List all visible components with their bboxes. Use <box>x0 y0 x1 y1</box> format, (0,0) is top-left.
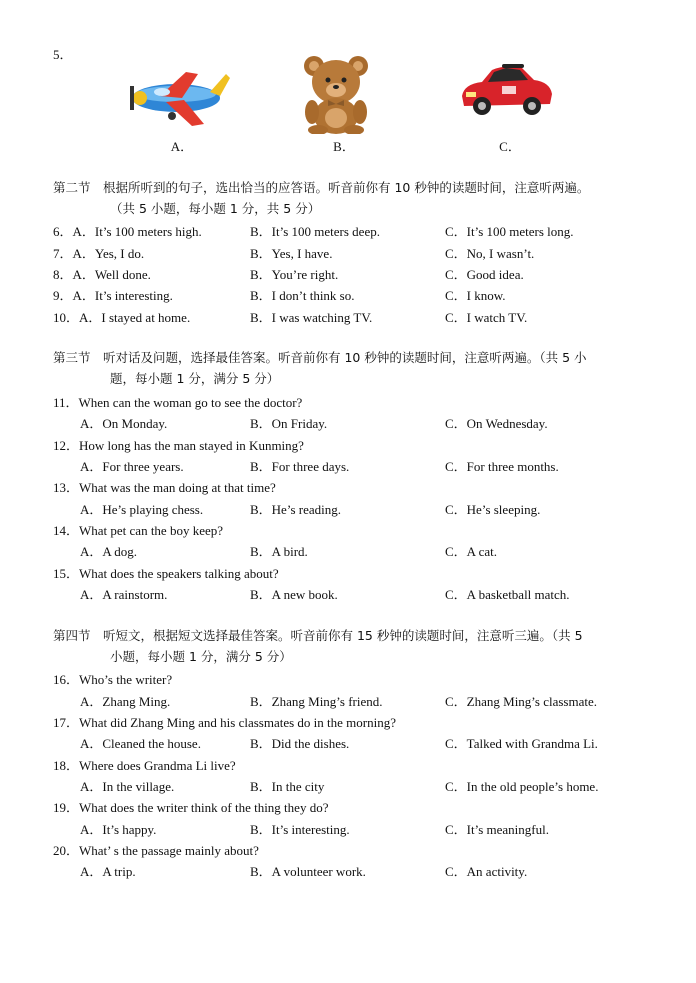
option-b[interactable]: B．Did the dishes. <box>250 736 350 751</box>
option-b[interactable]: B．It’s 100 meters deep. <box>250 224 380 239</box>
option-b-label: B． <box>333 139 355 154</box>
section-3-heading <box>53 347 653 389</box>
section-2-heading <box>53 177 653 219</box>
question-text: 18．Where does Grandma Li live? <box>53 758 236 773</box>
option-c[interactable]: C．Good idea. <box>445 267 524 282</box>
teddy-bear-icon <box>298 54 374 134</box>
option-b[interactable]: B．He’s reading. <box>250 502 341 517</box>
option-a-label: A． <box>170 139 194 154</box>
question-text: 13．What was the man doing at that time? <box>53 480 276 495</box>
section-4-title-line2: 小题，每小题 1 分，满分 5 分） <box>110 649 292 664</box>
option-a[interactable]: 9．A．It’s interesting. <box>53 288 173 303</box>
option-a[interactable]: A．A rainstorm. <box>80 587 168 602</box>
option-c[interactable]: C．A basketball match. <box>445 587 570 602</box>
section-3-title-line2: 题，每小题 1 分，满分 5 分） <box>110 371 280 386</box>
airplane-toy-icon <box>126 66 230 130</box>
option-c[interactable]: C．It’s meaningful. <box>445 822 549 837</box>
option-a[interactable]: A．A trip. <box>80 864 136 879</box>
question-row <box>53 285 673 306</box>
option-c[interactable]: C．I know. <box>445 288 506 303</box>
option-b[interactable]: B．A new book. <box>250 587 338 602</box>
option-a[interactable]: 7．A．Yes, I do. <box>53 246 145 261</box>
option-a[interactable]: A．For three years. <box>80 459 184 474</box>
option-a[interactable]: 6．A．It’s 100 meters high. <box>53 224 202 239</box>
option-c[interactable]: C．For three months. <box>445 459 559 474</box>
option-c[interactable]: C．It’s 100 meters long. <box>445 224 574 239</box>
option-a[interactable]: A．On Monday. <box>80 416 168 431</box>
option-c[interactable]: C．He’s sleeping. <box>445 502 541 517</box>
option-c[interactable]: C．On Wednesday. <box>445 416 548 431</box>
question-text: 19．What does the writer think of the thing they do? <box>53 800 329 815</box>
option-c[interactable]: C．No, I wasn’t. <box>445 246 535 261</box>
option-b[interactable]: B．It’s interesting. <box>250 822 350 837</box>
option-b[interactable]: B．In the city <box>250 779 325 794</box>
option-c[interactable]: C．Talked with Grandma Li. <box>445 736 598 751</box>
section-4-title-line1: 第四节 听短文，根据短文选择最佳答案。听音前你有 15 秒钟的读题时间，注意听三遍。（共 5 <box>53 628 583 643</box>
option-c[interactable]: C．I watch TV. <box>445 310 528 325</box>
question-text: 14．What pet can the boy keep? <box>53 523 224 538</box>
option-a[interactable]: 10．A．I stayed at home. <box>53 310 191 325</box>
option-a[interactable]: A．Cleaned the house. <box>80 736 201 751</box>
option-b[interactable]: B．You’re right. <box>250 267 339 282</box>
option-c[interactable]: C．A cat. <box>445 544 497 559</box>
section-3-title-line1: 第三节 听对话及问题，选择最佳答案。听音前你有 10 秒钟的读题时间，注意听两遍。（共 5 小 <box>53 350 587 365</box>
option-b[interactable]: B．I was watching TV. <box>250 310 373 325</box>
question-row <box>53 243 673 264</box>
option-c-label: C． <box>499 139 521 154</box>
question-text: 17．What did Zhang Ming and his classmates do in the morning? <box>53 715 396 730</box>
option-b[interactable]: B．Zhang Ming’s friend. <box>250 694 383 709</box>
option-c[interactable]: C．Zhang Ming’s classmate. <box>445 694 598 709</box>
option-b[interactable]: B．I don’t think so. <box>250 288 355 303</box>
option-b[interactable]: B．Yes, I have. <box>250 246 333 261</box>
question-text: 20．What’ s the passage mainly about? <box>53 843 259 858</box>
option-a[interactable]: A．In the village. <box>80 779 175 794</box>
question-row <box>53 221 673 242</box>
question-text: 15．What does the speakers talking about? <box>53 566 279 581</box>
option-c[interactable]: C．An activity. <box>445 864 528 879</box>
option-b[interactable]: B．On Friday. <box>250 416 328 431</box>
option-c[interactable]: C．In the old people’s home. <box>445 779 599 794</box>
question-row <box>53 264 673 285</box>
question-text: 12．How long has the man stayed in Kunming? <box>53 438 304 453</box>
option-a[interactable]: A．Zhang Ming. <box>80 694 171 709</box>
question-text: 11．When can the woman go to see the doctor? <box>53 395 303 410</box>
option-b[interactable]: B．A bird. <box>250 544 308 559</box>
option-a[interactable]: A．A dog. <box>80 544 138 559</box>
option-a[interactable]: A．He’s playing chess. <box>80 502 204 517</box>
toy-car-icon <box>458 62 554 118</box>
question-5-number: 5． <box>53 47 73 62</box>
section-2-title-line2: （共 5 小题，每小题 1 分，共 5 分） <box>110 201 321 216</box>
option-b[interactable]: B．A volunteer work. <box>250 864 366 879</box>
option-b[interactable]: B．For three days. <box>250 459 350 474</box>
option-a[interactable]: A．It’s happy. <box>80 822 157 837</box>
question-row <box>53 307 673 328</box>
option-a[interactable]: 8．A．Well done. <box>53 267 151 282</box>
section-2-title-line1: 第二节 根据所听到的句子，选出恰当的应答语。听音前你有 10 秒钟的读题时间，注意听两遍。 <box>53 180 590 195</box>
section-4-heading <box>53 625 653 667</box>
question-text: 16．Who’s the writer? <box>53 672 173 687</box>
